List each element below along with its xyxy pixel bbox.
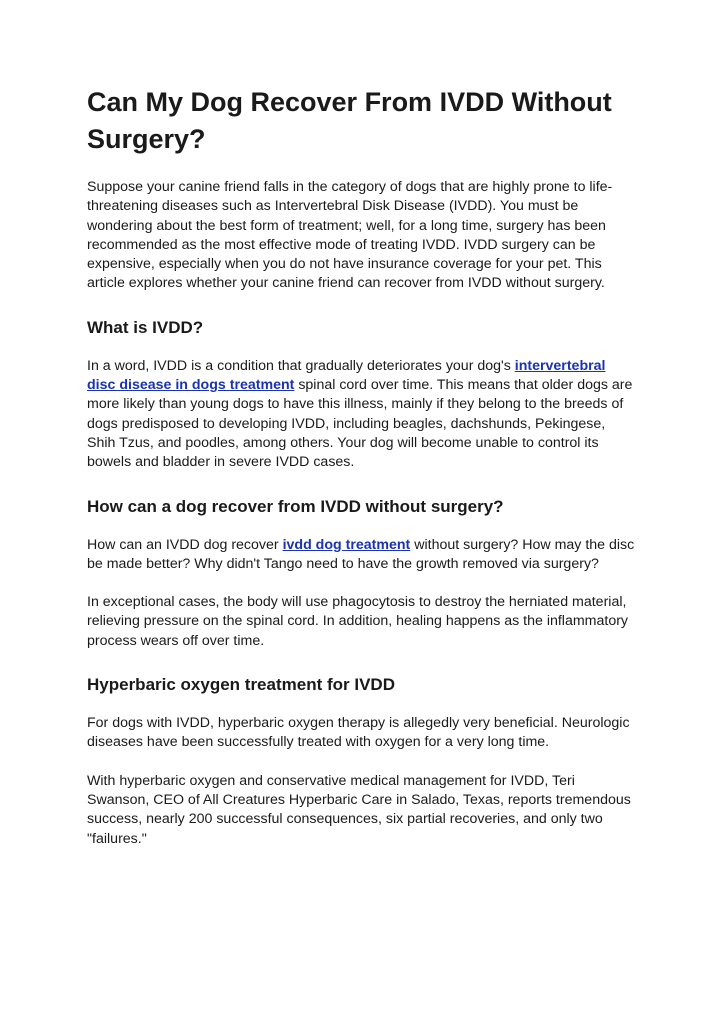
section-heading-hyperbaric-oxygen: Hyperbaric oxygen treatment for IVDD (87, 675, 395, 695)
ivdd-dog-treatment-link[interactable]: ivdd dog treatment (282, 536, 411, 553)
document-page (87, 84, 635, 849)
paragraph-text: How can an IVDD dog recover (87, 536, 283, 553)
section-heading-what-is-ivdd: What is IVDD? (87, 317, 204, 337)
what-is-ivdd-paragraph (87, 357, 635, 473)
section-heading-recover-without-surgery: How can a dog recover from IVDD without surgery? (87, 496, 504, 516)
paragraph-text: In a word, IVDD is a condition that gradually deteriorates your dog's (87, 357, 515, 374)
paragraph-text: spinal cord over time. This means that older dogs are more likely than young dogs to have this illness, mainly if they belong to the breeds of dogs predisposed to developing IVDD, including beagles, dachshunds, Pekingese, Shih Tzus, and poodles, among others. Your dog will become unable to control its bowels and bladder in severe IVDD cases. (87, 377, 633, 471)
hyperbaric-benefit-paragraph: For dogs with IVDD, hyperbaric oxygen therapy is allegedly very beneficial. Neurologic diseases have been successfully treated with oxygen for a very long time. (87, 715, 630, 751)
recover-question-paragraph (87, 536, 635, 575)
paragraph-text: without surgery? How may the disc be made better? Why didn't Tango need to have the growth removed via surgery? (87, 536, 635, 572)
hyperbaric-results-paragraph: With hyperbaric oxygen and conservative medical management for IVDD, Teri Swanson, CEO of All Creatures Hyperbaric Care in Salado, Texas, reports tremendous success, nearly 200 successful consequences, six partial recoveries, and only two "failures." (87, 772, 631, 847)
page-title: Can My Dog Recover From IVDD Without Surgery? (87, 87, 612, 154)
intro-paragraph: Suppose your canine friend falls in the category of dogs that are highly prone to life-threatening diseases such as Intervertebral Disk Disease (IVDD). You must be wondering about the best form of treatment; well, for a long time, surgery has been recommended as the most effective mode of treating IVDD. IVDD surgery can be expensive, especially when you do not have insurance coverage for your pet. This article explores whether your canine friend can recover from IVDD without surgery. (87, 179, 613, 292)
intervertebral-disc-disease-link[interactable]: intervertebral disc disease in dogs treatment (87, 357, 606, 394)
phagocytosis-paragraph: In exceptional cases, the body will use phagocytosis to destroy the herniated material, relieving pressure on the spinal cord. In addition, healing happens as the inflammatory process wears off over time. (87, 594, 629, 649)
